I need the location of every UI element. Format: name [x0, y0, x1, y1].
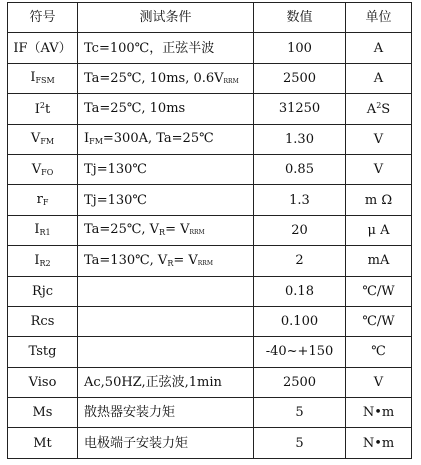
- condition-subscript-2: RRM: [197, 259, 213, 267]
- symbol-subscript: FO: [41, 167, 54, 177]
- header-value: 数值: [254, 3, 346, 33]
- symbol-main: V: [30, 131, 41, 147]
- condition-subscript: RRM: [223, 77, 239, 85]
- condition-mid: = V: [173, 252, 198, 268]
- symbol-main: V: [31, 161, 42, 177]
- unit-cell: ℃/W: [346, 306, 412, 336]
- condition-cell: Ta=25℃, 10ms: [78, 94, 254, 124]
- table-row: [8, 337, 412, 367]
- symbol-cell: Rjc: [8, 276, 78, 306]
- condition-cell: [78, 63, 254, 93]
- value-cell: 1.3: [254, 185, 346, 215]
- condition-cell: [78, 215, 254, 245]
- condition-cell: Ac,50HZ,正弦波,1min: [78, 367, 254, 397]
- header-unit: 单位: [346, 3, 412, 33]
- condition-cell: [78, 337, 254, 367]
- value-cell: 2: [254, 246, 346, 276]
- symbol-subscript: R2: [39, 258, 51, 268]
- parameter-table: [7, 2, 412, 459]
- unit-cell: N•m: [346, 398, 412, 428]
- value-cell: 100: [254, 33, 346, 63]
- value-cell: 0.100: [254, 306, 346, 336]
- condition-cell: Tc=100℃，正弦半波: [78, 33, 254, 63]
- symbol-subscript: FM: [40, 137, 55, 147]
- table-row: [8, 63, 412, 93]
- symbol-cell: Ms: [8, 398, 78, 428]
- table-row: [8, 246, 412, 276]
- symbol-main: r: [36, 192, 43, 208]
- unit-cell: A: [346, 63, 412, 93]
- symbol-main: I: [34, 101, 40, 117]
- symbol-cell: Tstg: [8, 337, 78, 367]
- condition-subscript: R: [167, 258, 174, 268]
- unit-main: A: [366, 101, 377, 117]
- symbol-subscript: F: [42, 198, 49, 208]
- table-row: [8, 154, 412, 184]
- symbol-cell: [8, 124, 78, 154]
- symbol-cell: [8, 154, 78, 184]
- table-row: [8, 124, 412, 154]
- value-cell: -40~+150: [254, 337, 346, 367]
- table-row: [8, 33, 412, 63]
- table-row: [8, 276, 412, 306]
- unit-cell: m Ω: [346, 185, 412, 215]
- symbol-superscript: 2: [39, 100, 45, 110]
- header-symbol: 符号: [8, 3, 78, 33]
- condition-subscript-2: RRM: [189, 229, 205, 237]
- table-row: [8, 306, 412, 336]
- symbol-cell: [8, 246, 78, 276]
- value-cell: 31250: [254, 94, 346, 124]
- condition-main: Ta=130℃, V: [84, 252, 168, 268]
- condition-main: Ta=25℃, V: [84, 222, 160, 238]
- value-cell: 1.30: [254, 124, 346, 154]
- condition-cell: [78, 124, 254, 154]
- table-row: [8, 185, 412, 215]
- table-header-row: [8, 3, 412, 33]
- symbol-cell: [8, 215, 78, 245]
- value-cell: 2500: [254, 63, 346, 93]
- value-cell: 5: [254, 398, 346, 428]
- unit-cell: V: [346, 367, 412, 397]
- unit-superscript: 2: [376, 100, 382, 110]
- condition-main: I: [84, 131, 90, 147]
- unit-cell: N•m: [346, 428, 412, 458]
- value-cell: 5: [254, 428, 346, 458]
- symbol-cell: [8, 185, 78, 215]
- condition-cell: 散热器安装力矩: [78, 398, 254, 428]
- table-row: [8, 367, 412, 397]
- condition-mid: = V: [165, 222, 190, 238]
- condition-main: Ta=25℃, 10ms, 0.6V: [84, 70, 224, 86]
- unit-tail: S: [381, 101, 391, 117]
- symbol-subscript: R1: [39, 228, 51, 238]
- table-row: [8, 428, 412, 458]
- condition-cell: Tj=130℃: [78, 185, 254, 215]
- symbol-main: I: [34, 252, 40, 268]
- symbol-cell: [8, 94, 78, 124]
- table-row: [8, 215, 412, 245]
- symbol-subscript: FSM: [35, 76, 55, 86]
- unit-cell: A: [346, 33, 412, 63]
- condition-cell: [78, 246, 254, 276]
- symbol-cell: IF（AV）: [8, 33, 78, 63]
- unit-cell: [346, 94, 412, 124]
- condition-cell: [78, 306, 254, 336]
- unit-cell: ℃/W: [346, 276, 412, 306]
- symbol-main: I: [34, 222, 40, 238]
- header-condition: 测试条件: [78, 3, 254, 33]
- condition-cell: [78, 276, 254, 306]
- symbol-cell: Viso: [8, 367, 78, 397]
- symbol-cell: Rcs: [8, 306, 78, 336]
- symbol-cell: Mt: [8, 428, 78, 458]
- condition-subscript: R: [159, 228, 166, 238]
- unit-cell: mA: [346, 246, 412, 276]
- unit-cell: V: [346, 124, 412, 154]
- table-row: [8, 94, 412, 124]
- unit-cell: ℃: [346, 337, 412, 367]
- condition-subscript: FM: [89, 137, 103, 147]
- unit-cell: μ A: [346, 215, 412, 245]
- table-row: [8, 398, 412, 428]
- unit-cell: V: [346, 154, 412, 184]
- symbol-cell: [8, 63, 78, 93]
- condition-cell: 电极端子安装力矩: [78, 428, 254, 458]
- value-cell: 20: [254, 215, 346, 245]
- value-cell: 0.18: [254, 276, 346, 306]
- symbol-main: I: [30, 70, 36, 86]
- value-cell: 0.85: [254, 154, 346, 184]
- symbol-tail: t: [45, 101, 51, 117]
- condition-cell: Tj=130℃: [78, 154, 254, 184]
- condition-tail: =300A, Ta=25℃: [102, 131, 214, 147]
- value-cell: 2500: [254, 367, 346, 397]
